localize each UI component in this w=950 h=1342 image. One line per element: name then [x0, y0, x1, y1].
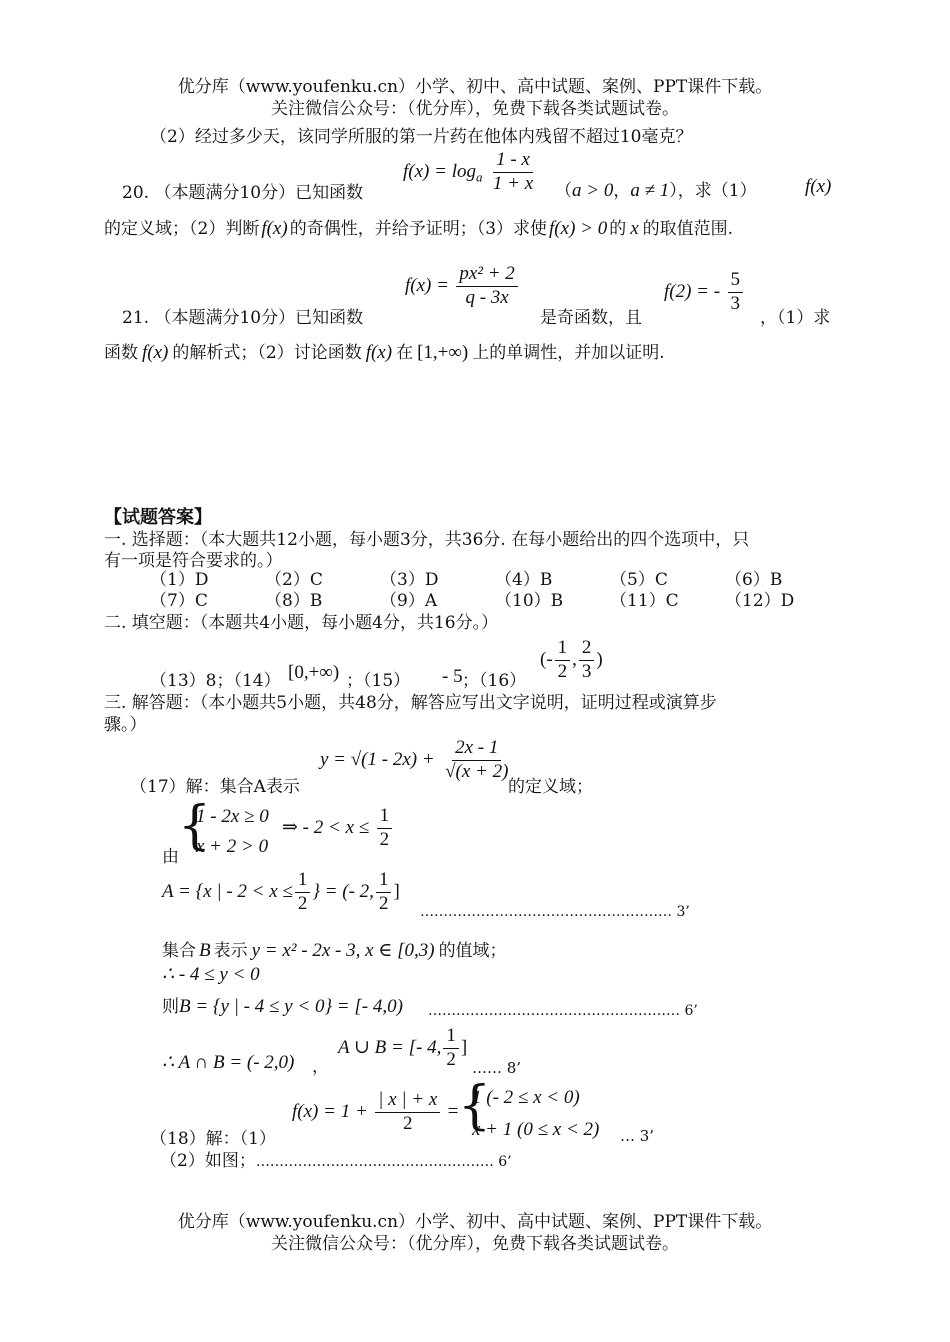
- q17-fraction: [442, 738, 511, 783]
- choice-8: （8）B: [265, 591, 323, 611]
- fill-16-open: (-: [540, 648, 553, 670]
- part1-heading-b: 有一项是符合要求的。）: [104, 551, 283, 571]
- part2-heading: 二. 填空题：（本题共4小题，每小题4分，共16分。）: [104, 613, 499, 633]
- fill-16-frac1: [555, 638, 571, 683]
- q17-B-tail: 的值域；: [438, 941, 507, 961]
- part3-heading-a: 三. 解答题：（本小题共5小题，共48分，解答应写出文字说明，证明过程或演算步: [104, 693, 717, 713]
- q17-dots-3: ……………………………………………… 3’: [420, 904, 690, 920]
- q17-B-mid: 表示: [213, 941, 248, 961]
- q21-vnum: 5: [728, 270, 744, 293]
- q17-A-n2: 1: [376, 870, 392, 893]
- q17-union-text: A ∪ B = [- 4,: [338, 1036, 442, 1058]
- choice-1: （1）D: [150, 570, 209, 590]
- q20-ask: ），求（1）: [669, 181, 757, 201]
- q21-lead: 21. （本题满分10分）已知函数: [122, 308, 364, 328]
- q21-line2b: 的解析式；（2）讨论函数: [172, 343, 362, 363]
- q17-y-formula: [320, 738, 513, 783]
- fill-16-value: [540, 638, 603, 683]
- q18-numerator: | x | + x: [375, 1090, 440, 1113]
- q18-lead: （18）解：（1）: [150, 1129, 276, 1149]
- choice-4: （4）B: [495, 570, 553, 590]
- q21-tail: ，（1）求: [760, 308, 831, 328]
- part1-heading-a: 一. 选择题：（本大题共12小题，每小题3分，共36分. 在每小题给出的四个选项中，只: [104, 530, 750, 550]
- q21-interval: [1,+∞): [417, 342, 469, 363]
- q21-func-label: f(x) =: [405, 274, 449, 296]
- part3-heading-b: 骤。）: [104, 715, 147, 735]
- header-line-1: 优分库（www.youfenku.cn）小学、初中、高中试题、案例、PPT课件下载。: [177, 77, 773, 97]
- q18-case-brace: {: [458, 1076, 492, 1136]
- q20-cond1: a > 0: [572, 180, 614, 201]
- choice-11: （11）C: [610, 591, 679, 611]
- choice-5: （5）C: [610, 570, 668, 590]
- q17-implies-text: ⇒ - 2 < x ≤: [282, 816, 370, 838]
- q17-union-frac: [443, 1026, 459, 1071]
- q17-implies-n: 1: [377, 806, 393, 829]
- q20-sep: ，: [613, 181, 631, 201]
- q17-sys1: 1 - 2x ≥ 0: [196, 806, 269, 827]
- fill-16-comma: ,: [572, 648, 577, 670]
- fill-16-frac2: [579, 638, 595, 683]
- q17-implies-d: 2: [379, 828, 390, 850]
- q17-A-def: [162, 870, 400, 915]
- q17-dots-6: ……………………………………………… 6’: [428, 1003, 698, 1019]
- q17-numerator: 2x - 1: [452, 738, 501, 761]
- q17-A-frac1: [295, 870, 311, 915]
- q20-cond2: a ≠ 1: [630, 180, 670, 201]
- header-line-2: 关注微信公众号：（优分库），免费下载各类试题试卷。: [271, 99, 679, 119]
- choice-12: （12）D: [725, 591, 795, 611]
- q17-dots-8: …… 8’: [472, 1059, 522, 1077]
- fill-16-n1: 1: [555, 638, 571, 661]
- q17-system-brace: {: [178, 796, 212, 856]
- q20-ineq: f(x) > 0: [549, 218, 608, 239]
- q17-implies-frac: [377, 806, 393, 851]
- choice-7: （7）C: [150, 591, 208, 611]
- q18-fraction: [375, 1090, 440, 1135]
- q18-case2: x + 1 (0 ≤ x < 2): [472, 1119, 600, 1140]
- q21-vden: 3: [730, 292, 740, 314]
- q20-log-base: a: [475, 169, 483, 185]
- q17-B-def-line: [162, 996, 403, 1018]
- q17-A-d1: 2: [297, 892, 308, 914]
- q20-lead: 20. （本题满分10分）已知函数: [122, 183, 364, 203]
- choice-6: （6）B: [725, 570, 783, 590]
- fill-15-value: - 5: [442, 666, 463, 687]
- choice-9: （9）A: [380, 591, 438, 611]
- q17-intersection: ∴ A ∩ B = (- 2,0): [162, 1052, 295, 1073]
- choice-10: （10）B: [495, 591, 564, 611]
- q20-fx-2: f(x): [261, 218, 288, 239]
- q21-line2d: 上的单调性，并加以证明.: [472, 343, 665, 363]
- q17-B-func: y = x² - 2x - 3, x ∈ [0,3): [251, 940, 435, 961]
- q17-A-end: ]: [393, 880, 400, 902]
- q17-B-lead: 集合: [162, 941, 196, 961]
- q17-tail: 的定义域；: [508, 777, 593, 797]
- q17-lead: （17）解：集合A表示: [130, 777, 300, 797]
- fill-14-value: [0,+∞): [288, 662, 340, 683]
- q20-condition: （a > 0，a ≠ 1），求（1）: [555, 180, 757, 201]
- q18-formula: [292, 1090, 458, 1135]
- q21-denominator: q - 3x: [465, 286, 509, 308]
- q17-therefore: ∴ - 4 ≤ y < 0: [162, 964, 260, 985]
- q21-numerator: px² + 2: [456, 264, 517, 287]
- q18-eq: =: [447, 1100, 459, 1122]
- q21-value-formula: [664, 270, 745, 315]
- q17-B: B: [199, 940, 211, 961]
- q19-part2: （2）经过多少天，该同学所服的第一片药在他体内残留不超过10毫克？: [150, 127, 693, 147]
- q21-mid: 是奇函数，且: [540, 308, 642, 328]
- q17-y-eq: y = √(1 - 2x) +: [320, 748, 435, 770]
- q18-part2-text: （2）如图；: [160, 1151, 256, 1171]
- q20-line2: [104, 218, 733, 240]
- q17-denominator: √(x + 2): [445, 760, 509, 782]
- fill-16-close: ): [596, 648, 603, 670]
- q18-dots-3: … 3’: [620, 1127, 655, 1145]
- q18-denominator: 2: [402, 1112, 413, 1134]
- fill-16-d1: 2: [557, 660, 568, 682]
- q17-B-def: B = {y | - 4 ≤ y < 0} = [- 4,0): [179, 996, 403, 1017]
- q20-line2d: 的取值范围.: [642, 219, 734, 239]
- q21-fx-2: f(x): [365, 342, 393, 363]
- q21-line2c: 在: [396, 343, 414, 363]
- q17-union-d: 2: [446, 1048, 456, 1070]
- fill-16-n2: 2: [579, 638, 595, 661]
- fill-16-d2: 3: [581, 660, 592, 682]
- q17-comma: ，: [312, 1057, 329, 1077]
- choice-2: （2）C: [265, 570, 323, 590]
- q21-function-formula: [405, 264, 520, 309]
- q20-func-label: f(x) = log: [403, 160, 476, 182]
- q20-function-formula: [403, 150, 538, 195]
- footer-line-2: 关注微信公众号：（优分库），免费下载各类试题试卷。: [271, 1234, 679, 1254]
- fill-15-label: ；（15）: [346, 671, 411, 691]
- q17-A-mid: } = (- 2,: [312, 880, 374, 902]
- q18-f-eq: f(x) = 1 +: [292, 1100, 368, 1122]
- fill-13-label: （13）8；（14）: [150, 671, 281, 691]
- q20-line2b: 的奇偶性，并给予证明；（3）求使: [289, 219, 548, 239]
- q20-x: x: [630, 218, 639, 239]
- q17-union: [338, 1026, 467, 1071]
- q17-union-n: 1: [443, 1026, 459, 1049]
- q20-line2a: 的定义域；（2）判断: [104, 219, 260, 239]
- q20-fx-1: f(x): [805, 176, 832, 197]
- q17-A-d2: 2: [378, 892, 389, 914]
- q17-ze: 则: [162, 997, 179, 1017]
- q17-union-end: ]: [460, 1036, 468, 1058]
- q20-fraction: [490, 150, 536, 195]
- q20-line2c: 的: [609, 219, 627, 239]
- q17-B-line: [162, 940, 507, 962]
- q21-fx-1: f(x): [142, 342, 169, 363]
- q18-part2: [160, 1152, 512, 1172]
- q17-implies: [282, 806, 394, 851]
- q17-sys2: x + 2 > 0: [196, 836, 269, 857]
- q21-fraction: [456, 264, 517, 309]
- q18-case1: 1 (- 2 ≤ x < 0): [472, 1087, 580, 1108]
- q17-you: 由: [162, 847, 179, 867]
- q21-val-fraction: [728, 270, 744, 315]
- q20-numerator: 1 - x: [493, 150, 533, 173]
- q17-A-n1: 1: [295, 870, 311, 893]
- q21-val: f(2) = -: [664, 280, 721, 302]
- q21-line2: [104, 342, 665, 364]
- q17-A-def-text: A = {x | - 2 < x ≤: [162, 880, 293, 902]
- fill-16-label: ；（16）: [462, 671, 527, 691]
- q17-A-frac2: [376, 870, 392, 915]
- footer-line-1: 优分库（www.youfenku.cn）小学、初中、高中试题、案例、PPT课件下载。: [177, 1212, 773, 1232]
- q18-dots-6: …………………………………………… 6’: [255, 1154, 512, 1170]
- answers-title: 【试题答案】: [104, 507, 212, 528]
- q20-denominator: 1 + x: [492, 172, 534, 194]
- choice-3: （3）D: [380, 570, 439, 590]
- q21-line2a: 函数: [104, 343, 138, 363]
